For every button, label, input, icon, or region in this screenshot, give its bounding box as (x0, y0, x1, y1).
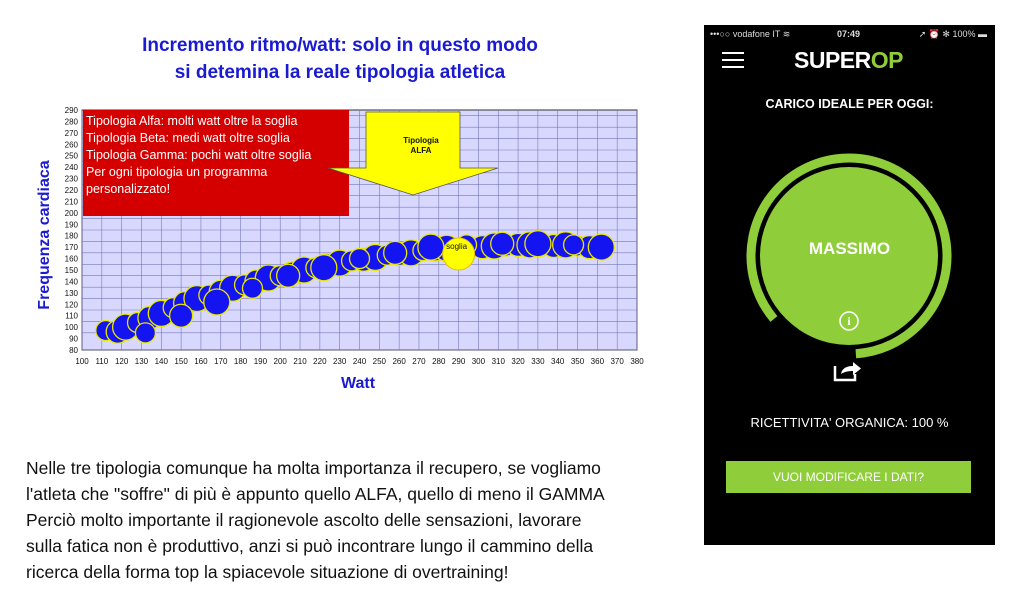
carico-label: CARICO IDEALE PER OGGI: (765, 97, 934, 111)
y-tick-label: 250 (64, 151, 78, 161)
data-point (204, 289, 230, 315)
x-tick-label: 190 (253, 357, 268, 366)
y-tick-label: 240 (64, 163, 78, 173)
x-tick-label: 250 (372, 357, 387, 366)
x-tick-label: 290 (451, 357, 466, 366)
y-tick-label: 180 (64, 231, 78, 241)
menu-icon[interactable] (722, 52, 744, 68)
logo-text-super: SUPER (794, 47, 871, 73)
legend-line: personalizzato! (86, 182, 171, 196)
status-icons: ➚ ⏰ ✻ 100% ▬ (918, 29, 987, 39)
data-point (350, 249, 370, 269)
x-tick-label: 380 (630, 357, 644, 366)
legend-line: Tipologia Beta: medi watt oltre soglia (86, 131, 290, 145)
app-logo (794, 47, 903, 74)
data-point (170, 304, 193, 327)
y-tick-label: 100 (64, 323, 78, 333)
description-paragraph (26, 455, 706, 585)
y-tick-label: 160 (64, 254, 78, 264)
y-tick-label: 140 (64, 277, 78, 287)
info-icon-glyph: i (847, 314, 851, 328)
clock: 07:49 (837, 29, 861, 39)
y-tick-label: 270 (64, 128, 78, 138)
ricettivita-label: RICETTIVITA' ORGANICA: 100 % (750, 415, 949, 430)
y-tick-label: 200 (64, 208, 78, 218)
x-tick-label: 230 (332, 357, 347, 366)
paragraph-line: Perciò molto importante il ragionevole ascolto delle sensazioni, lavorare (26, 510, 582, 530)
legend-line: Per ogni tipologia un programma (86, 165, 268, 179)
x-tick-label: 310 (491, 357, 505, 366)
y-tick-label: 280 (64, 117, 78, 127)
y-tick-labels (65, 106, 79, 355)
phone-screenshot (704, 25, 995, 545)
load-level: MASSIMO (808, 239, 891, 258)
x-tick-label: 280 (432, 357, 446, 366)
x-axis-label: Watt (340, 375, 376, 392)
x-tick-label: 270 (412, 357, 426, 366)
arrow-label-1: Tipologia (403, 136, 439, 145)
y-tick-label: 220 (64, 186, 78, 195)
x-tick-label: 200 (273, 357, 287, 366)
x-tick-label: 140 (154, 357, 168, 366)
logo-text-op: OP (870, 47, 903, 73)
legend-line: Tipologia Gamma: pochi watt oltre soglia (86, 148, 312, 162)
paragraph-line: l'atleta che "soffre" di più è appunto quello ALFA, quello di meno il GAMMA (26, 484, 605, 504)
data-point (588, 234, 614, 260)
x-tick-label: 100 (75, 357, 89, 366)
x-tick-label: 240 (352, 357, 367, 366)
x-tick-label: 210 (293, 357, 307, 366)
y-tick-label: 130 (64, 288, 78, 298)
data-point (311, 255, 337, 281)
x-tick-label: 110 (95, 357, 109, 366)
title-line-1: Incremento ritmo/watt: solo in questo modo (142, 35, 538, 56)
y-tick-label: 110 (65, 311, 78, 321)
y-tick-label: 150 (64, 266, 78, 275)
carrier-label: •••○○ vodafone IT ≋ (710, 29, 791, 39)
arrow-label-2: ALFA (410, 146, 432, 155)
y-tick-label: 120 (64, 300, 78, 310)
x-tick-label: 170 (214, 357, 228, 366)
x-tick-label: 320 (511, 357, 525, 366)
x-tick-label: 300 (471, 357, 486, 366)
y-tick-label: 80 (69, 346, 78, 355)
x-tick-label: 220 (313, 357, 327, 366)
data-point (525, 231, 551, 257)
x-tick-label: 130 (134, 357, 149, 366)
y-tick-label: 190 (64, 220, 78, 230)
share-icon[interactable] (832, 359, 864, 383)
x-tick-labels (75, 357, 644, 366)
y-tick-label: 90 (69, 334, 78, 344)
x-tick-label: 150 (174, 357, 188, 366)
status-bar (704, 27, 995, 43)
data-point (564, 235, 584, 255)
x-tick-label: 180 (233, 357, 248, 366)
x-tick-label: 350 (570, 357, 585, 366)
data-point (277, 264, 300, 287)
y-tick-label: 230 (64, 174, 78, 184)
heart-rate-watt-chart (30, 100, 650, 395)
data-point (135, 323, 155, 343)
x-tick-label: 330 (531, 357, 545, 366)
y-tick-label: 210 (64, 197, 78, 207)
y-axis-label: Frequenza cardiaca (36, 160, 53, 310)
y-tick-label: 290 (64, 106, 78, 115)
y-tick-label: 260 (64, 140, 78, 150)
x-tick-label: 340 (551, 357, 565, 366)
data-point (242, 278, 262, 298)
paragraph-line: sulla fatica non è produttivo, anzi si può incontrare lungo il cammino della (26, 536, 594, 556)
y-tick-label: 170 (64, 243, 78, 253)
typology-legend-box (83, 110, 349, 216)
x-tick-label: 260 (392, 357, 406, 366)
paragraph-line: Nelle tre tipologia comunque ha molta importanza il recupero, se vogliamo (26, 458, 601, 478)
data-point (491, 232, 514, 255)
modify-data-button[interactable]: VUOI MODIFICARE I DATI? (726, 461, 971, 493)
x-tick-label: 160 (194, 357, 208, 366)
slide-title (40, 32, 640, 86)
legend-line: Tipologia Alfa: molti watt oltre la soglia (86, 114, 298, 128)
x-tick-label: 360 (590, 357, 605, 366)
title-line-2: si detemina la reale tipologia atletica (174, 62, 506, 83)
x-tick-label: 120 (114, 357, 129, 366)
x-tick-label: 370 (610, 357, 624, 366)
data-point (384, 241, 407, 264)
data-point (418, 234, 444, 260)
threshold-point (443, 238, 475, 270)
paragraph-line: ricerca della forma top la spiacevole situazione di overtraining! (26, 562, 509, 582)
threshold-label: soglia (446, 242, 468, 251)
